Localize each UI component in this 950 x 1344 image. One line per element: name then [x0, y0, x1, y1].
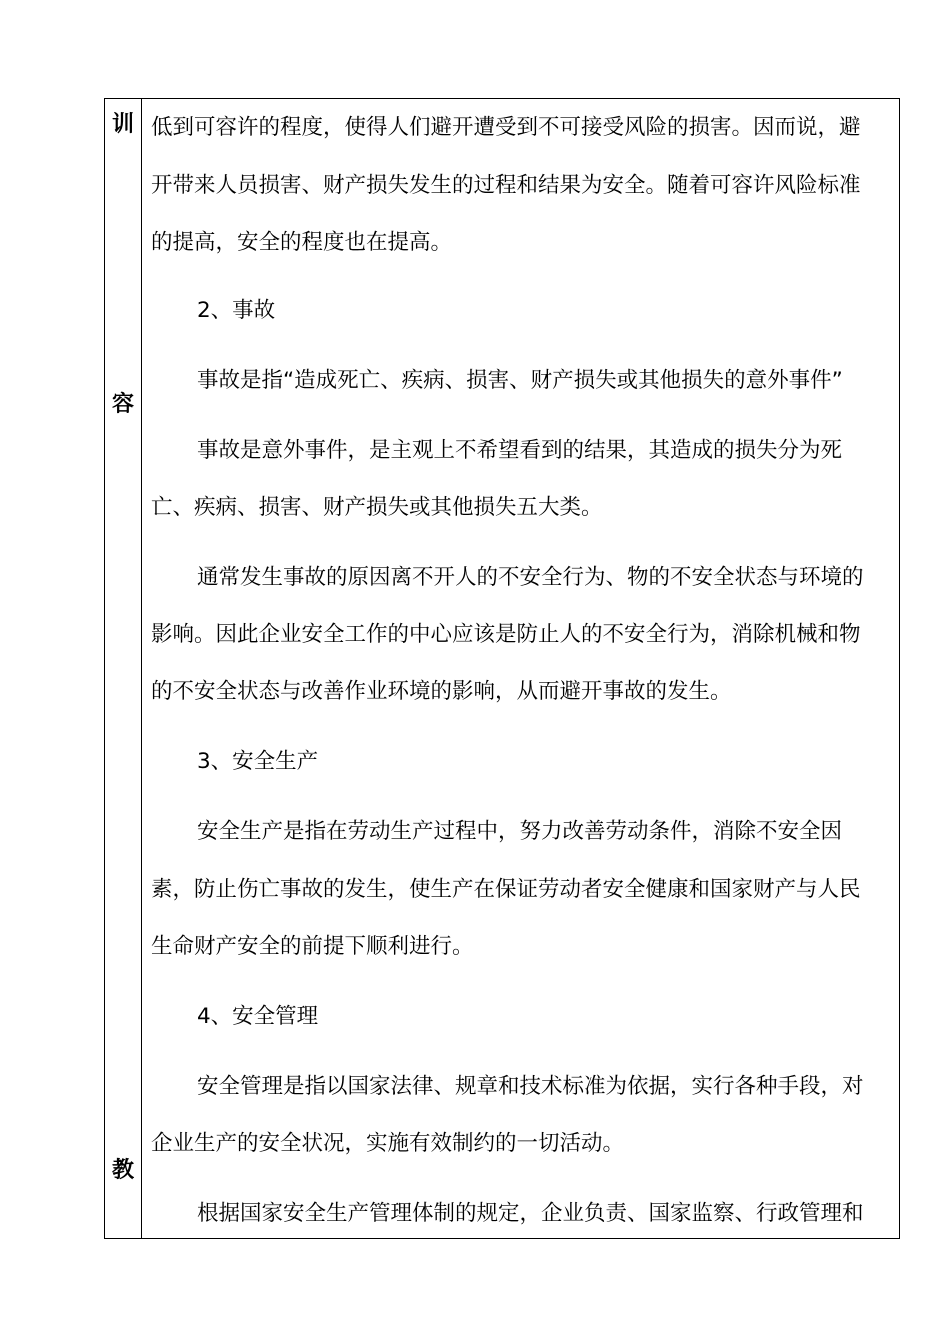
text-line: 低到可容许的程度，使得人们避开遭受到不可接受风险的损害。因而说，避: [151, 115, 861, 140]
text-line: 安全管理是指以国家法律、规章和技术标准为依据，实行各种手段，对: [197, 1074, 864, 1099]
section-heading: 4、安全管理: [197, 1004, 319, 1029]
side-label-rong: 容: [111, 392, 134, 417]
text-line: 亡、疾病、损害、财产损失或其他损失五大类。: [151, 495, 603, 520]
text-line: 的不安全状态与改善作业环境的影响，从而避开事故的发生。: [151, 679, 732, 704]
text-line: 通常发生事故的原因离不开人的不安全行为、物的不安全状态与环境的: [197, 565, 864, 590]
text-line: 生命财产安全的前提下顺利进行。: [151, 934, 474, 959]
text-line: 素，防止伤亡事故的发生，使生产在保证劳动者安全健康和国家财产与人民: [151, 877, 861, 902]
column-divider: [141, 99, 142, 1238]
text-line: 影响。因此企业安全工作的中心应该是防止人的不安全行为，消除机械和物: [151, 622, 861, 647]
text-line: 开带来人员损害、财产损失发生的过程和结果为安全。随着可容许风险标准: [151, 173, 861, 198]
text-line: 的提高，安全的程度也在提高。: [151, 230, 453, 255]
text-line: 安全生产是指在劳动生产过程中，努力改善劳动条件，消除不安全因: [197, 819, 843, 844]
content-table: [104, 98, 900, 1239]
text-line: 事故是意外事件，是主观上不希望看到的结果，其造成的损失分为死: [197, 438, 843, 463]
text-line: 事故是指“造成死亡、疾病、损害、财产损失或其他损失的意外事件”: [197, 368, 843, 393]
text-line: 企业生产的安全状况，实施有效制约的一切活动。: [151, 1131, 625, 1156]
section-heading: 3、安全生产: [197, 749, 319, 774]
text-line: 根据国家安全生产管理体制的规定，企业负责、国家监察、行政管理和: [197, 1201, 864, 1226]
section-heading: 2、事故: [197, 298, 276, 323]
side-label-xun: 训: [111, 112, 134, 137]
side-label-jiao: 教: [111, 1158, 134, 1183]
